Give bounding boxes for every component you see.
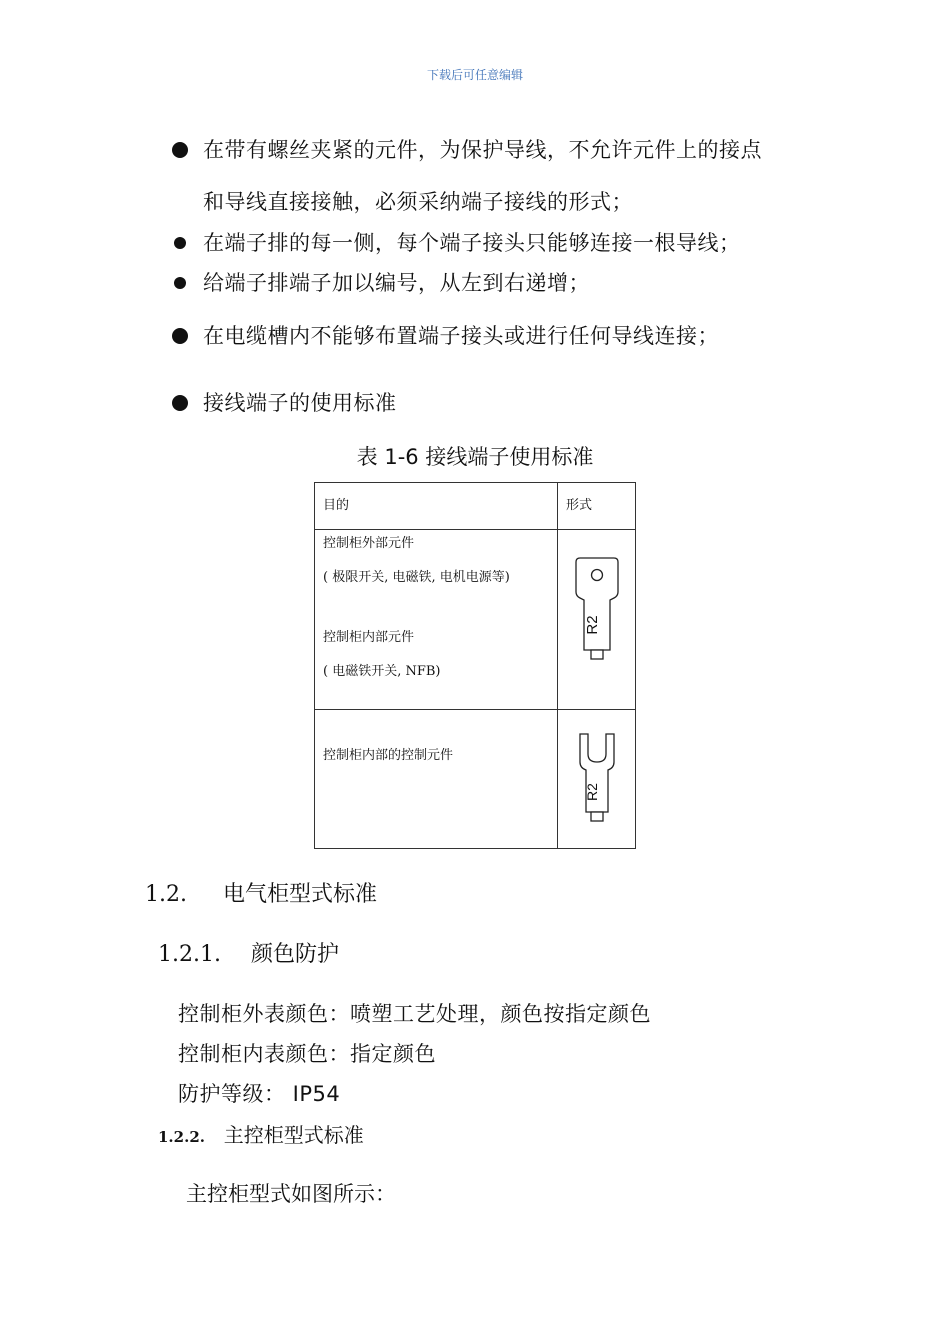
fork-terminal-icon bbox=[558, 710, 635, 824]
bullet-item-3 bbox=[172, 271, 590, 295]
table-header-cell bbox=[558, 483, 636, 530]
section-number: 1.2. bbox=[145, 882, 187, 907]
table-cell-purpose bbox=[315, 530, 558, 710]
table-cell-form bbox=[558, 710, 636, 849]
bullet-text: 给端子排端子加以编号，从左到右递增； bbox=[203, 271, 590, 295]
section-title: 颜色防护 bbox=[250, 942, 339, 967]
bullet-dot bbox=[174, 237, 186, 249]
main-cabinet-text: 主控柜型式如图所示： bbox=[186, 1182, 396, 1206]
bullet-item-4 bbox=[172, 324, 719, 348]
bullet-item-5 bbox=[172, 391, 397, 415]
purpose-line: ( 电磁铁开关, NFB) bbox=[323, 664, 441, 679]
terminal-standard-table bbox=[314, 482, 636, 849]
bullet-text: 在电缆槽内不能够布置端子接头或进行任何导线连接； bbox=[203, 324, 719, 348]
table-header-cell bbox=[315, 483, 558, 530]
section-number: 1.2.2. bbox=[158, 1128, 205, 1146]
table-header-row bbox=[315, 483, 636, 530]
bullet-dot bbox=[172, 142, 188, 158]
bullet-item-2 bbox=[172, 231, 741, 255]
purpose-line: 控制柜内部的控制元件 bbox=[323, 747, 454, 763]
terminal-label: R2 bbox=[583, 615, 601, 635]
page-header-note: 下载后可任意编辑 bbox=[426, 68, 523, 82]
section-number: 1.2.1. bbox=[158, 942, 221, 967]
section-heading-1-2-2 bbox=[158, 1121, 364, 1151]
bullet-dot bbox=[172, 395, 188, 411]
bullet-text: 在带有螺丝夹紧的元件，为保护导线，不允许元件上的接点 bbox=[203, 138, 762, 162]
ring-terminal-icon bbox=[558, 530, 635, 662]
bullet-dot bbox=[174, 277, 186, 289]
bullet-item-1 bbox=[172, 138, 762, 162]
color-protection-line: 控制柜内表颜色：指定颜色 bbox=[178, 1042, 436, 1066]
table-row bbox=[315, 530, 636, 710]
table-caption: 表 1-6 接线端子使用标准 bbox=[356, 445, 594, 469]
section-heading-1-2-1 bbox=[158, 940, 339, 970]
color-protection-line: 防护等级： IP54 bbox=[178, 1082, 341, 1106]
bullet-text: 在端子排的每一侧，每个端子接头只能够连接一根导线； bbox=[203, 231, 741, 255]
bullet-text: 接线端子的使用标准 bbox=[203, 391, 397, 415]
table-cell-purpose bbox=[315, 710, 558, 849]
section-title: 电气柜型式标准 bbox=[222, 882, 377, 907]
table-row bbox=[315, 710, 636, 849]
section-heading-1-2 bbox=[145, 880, 377, 910]
section-title: 主控柜型式标准 bbox=[223, 1123, 364, 1147]
purpose-line: 控制柜内部元件 bbox=[323, 630, 415, 645]
header-form: 形式 bbox=[566, 498, 593, 513]
purpose-line: ( 极限开关, 电磁铁, 电机电源等) bbox=[323, 570, 510, 585]
bullet-dot bbox=[172, 328, 188, 344]
header-purpose: 目的 bbox=[323, 498, 350, 513]
purpose-line: 控制柜外部元件 bbox=[323, 536, 415, 551]
terminal-label: R2 bbox=[583, 783, 600, 801]
bullet-text-continuation: 和导线直接接触，必须采纳端子接线的形式； bbox=[203, 190, 633, 214]
color-protection-line: 控制柜外表颜色：喷塑工艺处理，颜色按指定颜色 bbox=[178, 1002, 651, 1026]
table-cell-form bbox=[558, 530, 636, 710]
